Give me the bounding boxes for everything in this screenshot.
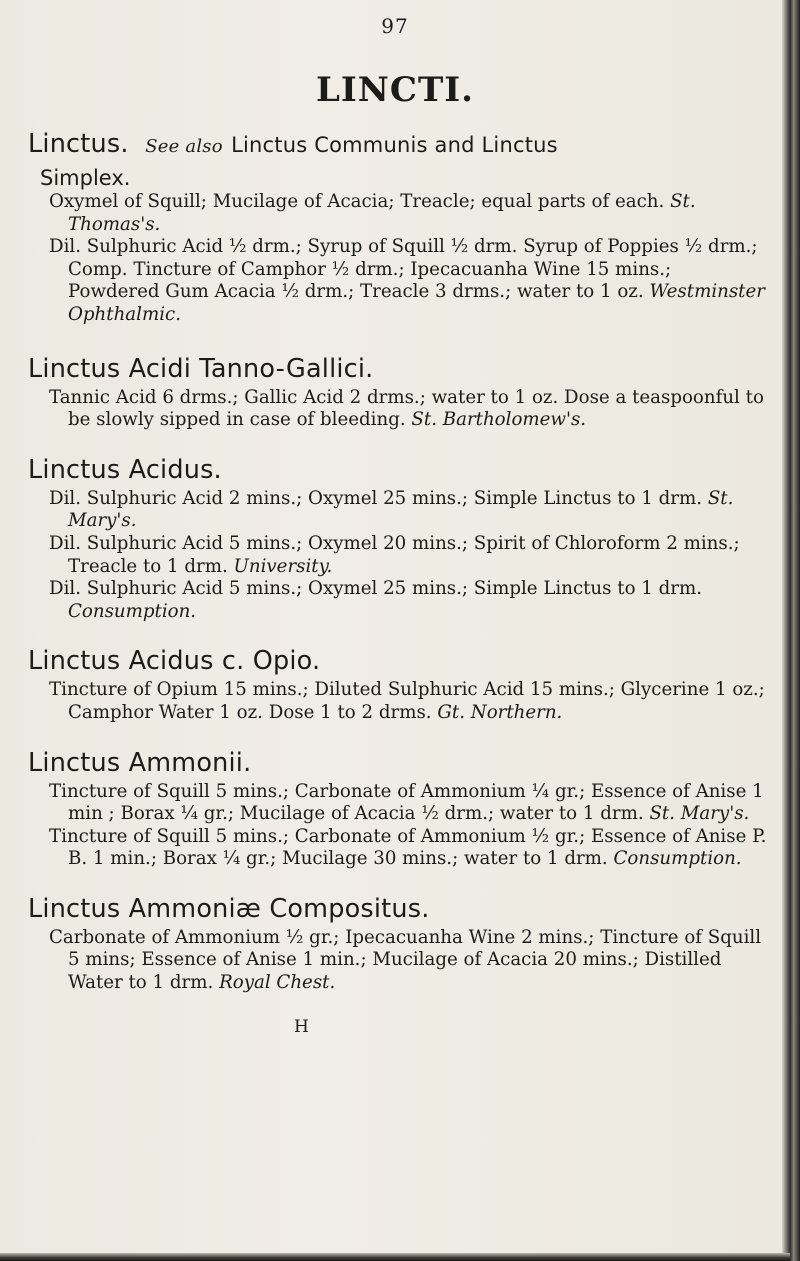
page-title: LINCTI. bbox=[316, 70, 474, 110]
page-number: 97 bbox=[381, 14, 409, 38]
recipe: Dil. Sulphuric Acid 5 mins.; Oxymel 25 mins.; Simple Linctus to 1 drm. Consumption. bbox=[49, 578, 703, 622]
recipe-source: Westminster Ophthalmic. bbox=[68, 281, 765, 325]
cross-reference: Linctus Communis and Linctus bbox=[231, 133, 558, 157]
recipe-source: St. Bartholomew's. bbox=[411, 409, 587, 431]
recipe: Carbonate of Ammonium ½ gr.; Ipecacuanha Wine 2 mins.; Tincture of Squill 5 mins; Essence of Anise 1 min.; Mucilage of Acacia 20 mins.; Distilled Water to 1 drm. Royal Chest. bbox=[49, 926, 762, 994]
recipe: Oxymel of Squill; Mucilage of Acacia; Treacle; equal parts of each. St. Thomas's. bbox=[49, 191, 696, 235]
recipe-source: Consumption. bbox=[613, 848, 742, 870]
recipe: Tannic Acid 6 drms.; Gallic Acid 2 drms.; water to 1 oz. Dose a teaspoonful to be slowly sipped in case of bleeding. St. Bartholomew's. bbox=[49, 386, 764, 431]
entry-heading: Linctus Ammoniæ Compositus. bbox=[28, 893, 430, 924]
see-also-note: See also bbox=[145, 136, 223, 157]
entries-list bbox=[28, 128, 768, 1037]
recipe: Tincture of Opium 15 mins.; Diluted Sulphuric Acid 15 mins.; Glycerine 1 oz.; Camphor Water 1 oz. Dose 1 to 2 drms. Gt. Northern. bbox=[49, 679, 765, 723]
recipe: Tincture of Squill 5 mins.; Carbonate of Ammonium ½ gr.; Essence of Anise P. B. 1 min.; Borax ¼ gr.; Mucilage 30 mins.; water to 1 drm. Consumption. bbox=[49, 825, 767, 870]
page-edge-shadow bbox=[782, 0, 800, 1261]
entry-heading: Linctus. See also Linctus Communis and Linctus bbox=[28, 129, 558, 159]
recipe-source: St. Thomas's. bbox=[68, 191, 696, 235]
recipe-source: Consumption. bbox=[68, 600, 197, 622]
entry-heading: Linctus Ammonii. bbox=[28, 747, 252, 778]
entry-linctus-ammoniae-compositus bbox=[28, 893, 768, 995]
recipe-source: Royal Chest. bbox=[219, 972, 336, 994]
recipe: Dil. Sulphuric Acid 2 mins.; Oxymel 25 mins.; Simple Linctus to 1 drm. St. Mary's. bbox=[49, 487, 734, 532]
signature-mark: H bbox=[294, 1016, 309, 1037]
page-bottom-shadow bbox=[0, 1253, 790, 1261]
recipe: Tincture of Squill 5 mins.; Carbonate of Ammonium ¼ gr.; Essence of Anise 1 min ; Borax ¼ gr.; Mucilage of Acacia ½ drm.; water to 1 drm. St. Mary's. bbox=[49, 780, 764, 825]
entry-linctus-acidus-c-opio bbox=[28, 645, 768, 724]
recipe-source: Gt. Northern. bbox=[437, 701, 563, 723]
entry-linctus-acidus bbox=[28, 454, 768, 624]
recipe-source: St. Mary's. bbox=[68, 487, 734, 532]
recipe: Dil. Sulphuric Acid 5 mins.; Oxymel 20 mins.; Spirit of Chloroform 2 mins.; Treacle to 1 drm. University. bbox=[49, 532, 740, 577]
recipe-source: University. bbox=[233, 555, 333, 577]
entry-heading: Linctus Acidus. bbox=[28, 454, 222, 485]
entry-linctus bbox=[28, 128, 768, 327]
entry-heading: Linctus Acidi Tanno-Gallici. bbox=[28, 353, 374, 384]
cross-reference-cont: Simplex. bbox=[40, 166, 131, 190]
entry-heading: Linctus Acidus c. Opio. bbox=[28, 646, 321, 677]
entry-linctus-ammonii bbox=[28, 747, 768, 871]
entry-linctus-acidi-tanno-gallici bbox=[28, 353, 768, 432]
recipe-source: St. Mary's. bbox=[649, 803, 750, 825]
recipe: Dil. Sulphuric Acid ½ drm.; Syrup of Squill ½ drm. Syrup of Poppies ½ drm.; Comp. Tincture of Camphor ½ drm.; Ipecacuanha Wine 15 mins.; Powdered Gum Acacia ½ drm.; Treacle 3 drms.; water to 1 oz. Westminster Ophthalmic. bbox=[49, 236, 765, 325]
